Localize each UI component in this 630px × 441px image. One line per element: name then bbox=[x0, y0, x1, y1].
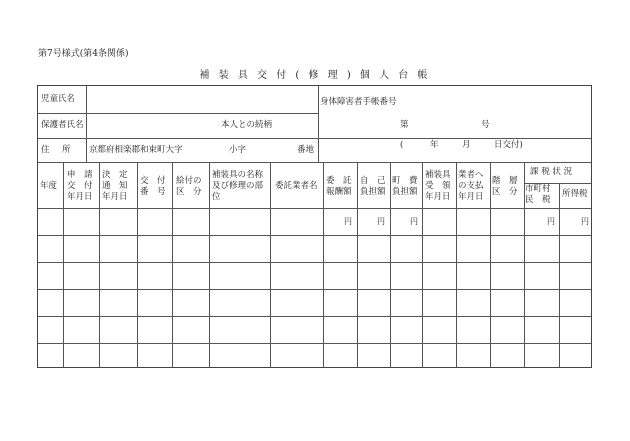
yen-municipal-tax: 円 bbox=[547, 217, 555, 226]
col-benefit-type-l2: 区 分 bbox=[176, 187, 202, 197]
col-payment-date-l1: 業者へ bbox=[458, 170, 484, 180]
col-decision-l1: 決 定 bbox=[102, 170, 128, 180]
address-prefix: 京都府相楽郡和束町大字 bbox=[89, 145, 183, 155]
col-receipt-date-l3: 年月日 bbox=[425, 192, 451, 202]
col-device-name-l3: 位 bbox=[212, 192, 221, 202]
yen-town-burden: 円 bbox=[410, 217, 418, 226]
col-contractor: 委託業者名 bbox=[275, 181, 318, 191]
address-banchi: 番地 bbox=[297, 145, 315, 155]
col-application-l3: 年月日 bbox=[67, 192, 93, 202]
col-tax-status: 課 税 状 況 bbox=[530, 167, 573, 177]
col-self-burden-l1: 自 己 bbox=[360, 176, 386, 186]
form-number: 第7号様式(第4条関係) bbox=[38, 49, 129, 59]
yen-self-burden: 円 bbox=[377, 217, 385, 226]
col-decision-l2: 通 知 bbox=[102, 181, 128, 191]
col-decision-l3: 年月日 bbox=[102, 192, 128, 202]
col-payment-date-l3: 年月日 bbox=[458, 192, 484, 202]
col-device-name-l2: 及び修理の部 bbox=[212, 181, 264, 191]
col-fiscal-year: 年度 bbox=[40, 181, 58, 191]
form-title: 補 装 具 交 付 ( 修 理 ) 個 人 台 帳 bbox=[199, 70, 431, 81]
col-application-l2: 交 付 bbox=[67, 181, 93, 191]
col-device-name-l1: 補装具の名称 bbox=[212, 170, 264, 180]
address-label: 住 所 bbox=[41, 145, 73, 155]
relationship-label: 本人との続柄 bbox=[221, 120, 273, 130]
card-number-dai: 第 bbox=[400, 120, 409, 130]
issue-date-day: 日交付) bbox=[494, 140, 523, 150]
disability-card-label: 身体障害者手帳番号 bbox=[320, 97, 397, 107]
ledger-frame bbox=[37, 85, 592, 368]
col-issue-no-l1: 交 付 bbox=[140, 176, 166, 186]
col-tier-l2: 区 分 bbox=[492, 187, 518, 197]
card-number-go: 号 bbox=[481, 120, 490, 130]
col-commission-l1: 委 託 bbox=[326, 176, 352, 186]
issue-date-year: 年 bbox=[430, 140, 439, 150]
col-municipal-tax-l2: 民 税 bbox=[525, 195, 551, 205]
issue-date-month: 月 bbox=[462, 140, 471, 150]
col-municipal-tax-l1: 市町村 bbox=[525, 184, 551, 194]
col-town-burden-l2: 負担額 bbox=[392, 187, 418, 197]
col-application-l1: 申 請 bbox=[67, 170, 93, 180]
col-payment-date-l2: の支払 bbox=[458, 181, 484, 191]
address-aza: 小字 bbox=[229, 145, 247, 155]
yen-income-tax: 円 bbox=[581, 217, 589, 226]
guardian-name-label: 保護者氏名 bbox=[41, 120, 84, 130]
recipient-name-label: 児童氏名 bbox=[41, 94, 76, 104]
col-self-burden-l2: 負担額 bbox=[360, 187, 386, 197]
col-income-tax: 所得税 bbox=[562, 189, 588, 199]
yen-commission: 円 bbox=[344, 217, 352, 226]
col-receipt-date-l1: 補装具 bbox=[425, 170, 451, 180]
col-commission-l2: 報酬額 bbox=[326, 187, 352, 197]
issue-date-open: ( bbox=[400, 140, 404, 150]
col-tier-l1: 階 層 bbox=[492, 176, 518, 186]
col-benefit-type-l1: 給付の bbox=[176, 176, 202, 186]
col-issue-no-l2: 番 号 bbox=[140, 187, 166, 197]
col-town-burden-l1: 町 費 bbox=[392, 176, 418, 186]
col-receipt-date-l2: 受 領 bbox=[425, 181, 451, 191]
